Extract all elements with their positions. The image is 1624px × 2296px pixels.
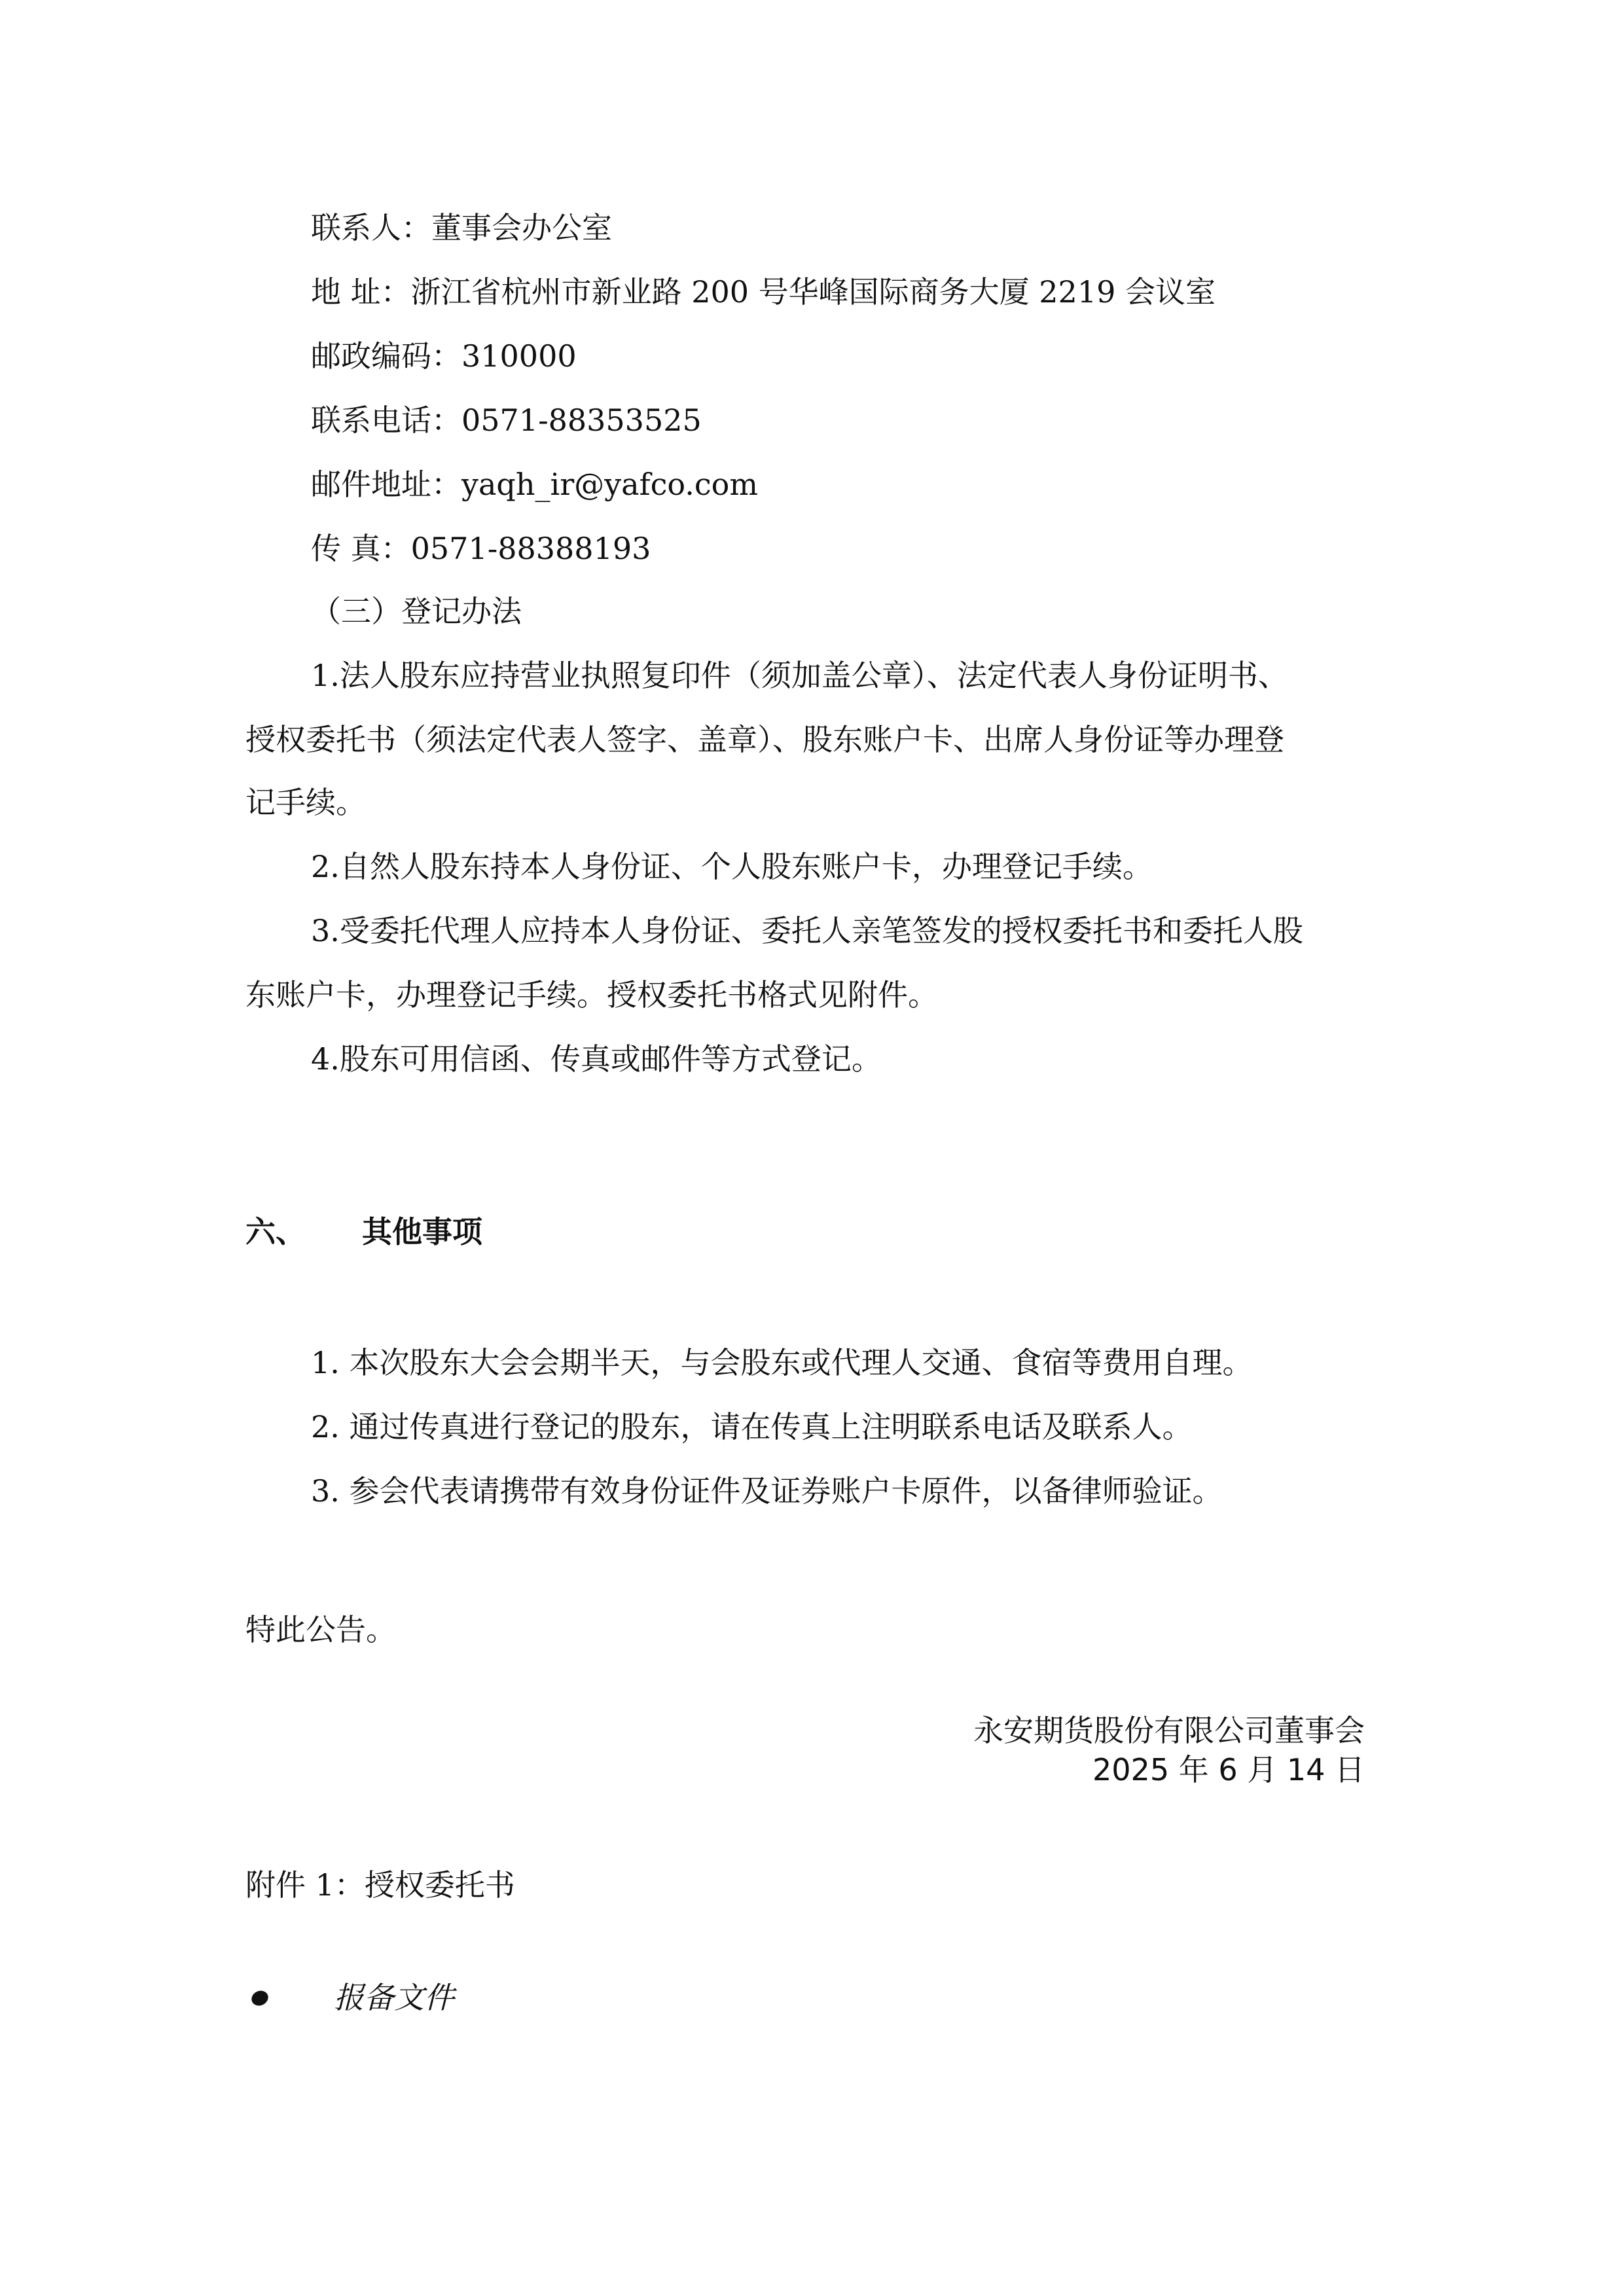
section-6-item-1: 1. 本次股东大会会期半天，与会股东或代理人交通、食宿等费用自理。 <box>311 1345 1253 1380</box>
section-6-item-3: 3. 参会代表请携带有效身份证件及证券账户卡原件，以备律师验证。 <box>311 1473 1223 1509</box>
registration-item-1-line-1: 1.法人股东应持营业执照复印件（须加盖公章）、法定代表人身份证明书、 <box>311 658 1288 693</box>
contact-person: 联系人：董事会办公室 <box>311 210 612 245</box>
registration-item-1-line-2: 授权委托书（须法定代表人签字、盖章）、股东账户卡、出席人身份证等办理登 <box>245 722 1284 757</box>
registration-heading: （三）登记办法 <box>311 594 522 629</box>
signature-date: 2025 年 6 月 14 日 <box>1092 1752 1365 1787</box>
registration-item-3-line-1: 3.受委托代理人应持本人身份证、委托人亲笔签发的授权委托书和委托人股 <box>311 913 1303 948</box>
contact-email: 邮件地址：yaqh_ir@yafco.com <box>311 467 758 502</box>
contact-address: 地 址：浙江省杭州市新业路 200 号华峰国际商务大厦 2219 会议室 <box>311 274 1216 310</box>
contact-fax: 传 真：0571-88388193 <box>311 531 651 566</box>
bullet-icon <box>249 1988 271 2009</box>
registration-item-4: 4.股东可用信函、传真或邮件等方式登记。 <box>311 1041 882 1077</box>
contact-phone: 联系电话：0571-88353525 <box>311 403 702 438</box>
contact-postcode: 邮政编码：310000 <box>311 338 577 374</box>
filing-documents-label: 报备文件 <box>334 1980 454 2015</box>
signature-company: 永安期货股份有限公司董事会 <box>973 1713 1365 1748</box>
registration-item-2: 2.自然人股东持本人身份证、个人股东账户卡，办理登记手续。 <box>311 849 1153 884</box>
section-6-item-2: 2. 通过传真进行登记的股东，请在传真上注明联系电话及联系人。 <box>311 1409 1193 1444</box>
section-6-number: 六、 <box>245 1214 306 1249</box>
announcement-closing: 特此公告。 <box>245 1612 396 1647</box>
registration-item-1-line-3: 记手续。 <box>245 785 366 820</box>
attachment-reference: 附件 1：授权委托书 <box>245 1867 515 1903</box>
registration-item-3-line-2: 东账户卡，办理登记手续。授权委托书格式见附件。 <box>245 977 938 1013</box>
section-6-title: 其他事项 <box>362 1214 482 1249</box>
